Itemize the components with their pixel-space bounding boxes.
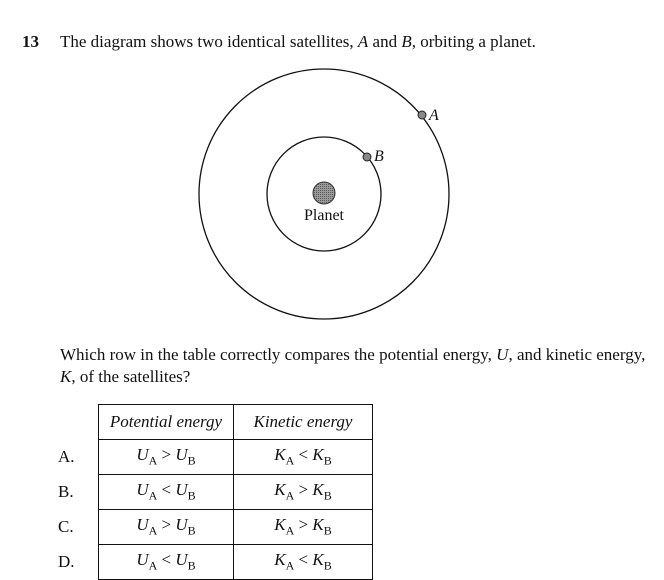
satellite-a-icon bbox=[418, 111, 426, 119]
option-letter[interactable]: B. bbox=[58, 482, 74, 501]
potential-comparison: $U_A > U_B$ bbox=[99, 510, 234, 545]
satellite-b-icon bbox=[363, 153, 371, 161]
prompt-u: U bbox=[496, 345, 509, 364]
answer-options bbox=[58, 404, 373, 580]
potential-comparison: $U_A > U_B$ bbox=[99, 440, 234, 475]
table-row[interactable] bbox=[58, 440, 373, 475]
answer-table bbox=[58, 404, 373, 580]
kinetic-comparison: $K_A > K_B$ bbox=[234, 510, 373, 545]
potential-comparison: $U_A < U_B$ bbox=[99, 545, 234, 580]
table-row[interactable] bbox=[58, 510, 373, 545]
kinetic-comparison: $K_A > K_B$ bbox=[234, 475, 373, 510]
stem-satellite-b: B bbox=[401, 32, 412, 51]
kinetic-comparison: $K_A < K_B$ bbox=[234, 545, 373, 580]
option-letter[interactable]: D. bbox=[58, 552, 75, 571]
planet-icon bbox=[313, 182, 335, 204]
prompt-k: K bbox=[60, 367, 72, 386]
option-letter[interactable]: C. bbox=[58, 517, 74, 536]
question-number: 13 bbox=[22, 32, 39, 51]
header-kinetic-energy: Kinetic energy bbox=[234, 405, 373, 440]
kinetic-comparison: $K_A < K_B$ bbox=[234, 440, 373, 475]
satellite-a-label: A bbox=[429, 107, 439, 124]
question-prompt bbox=[60, 344, 660, 388]
stem-text-3: , orbiting a planet. bbox=[411, 32, 536, 51]
prompt-text-2: , and kinetic energy, bbox=[508, 345, 646, 364]
table-header-row bbox=[58, 405, 373, 440]
stem-text-2: and bbox=[368, 32, 402, 51]
header-potential-energy: Potential energy bbox=[99, 405, 234, 440]
table-row[interactable] bbox=[58, 475, 373, 510]
option-letter[interactable]: A. bbox=[58, 447, 75, 466]
potential-comparison: $U_A < U_B$ bbox=[99, 475, 234, 510]
prompt-text-3: , of the satellites? bbox=[71, 367, 191, 386]
stem-satellite-a: A bbox=[357, 32, 369, 51]
planet-label: Planet bbox=[304, 207, 344, 224]
satellite-b-label: B bbox=[374, 148, 384, 165]
stem-text-1: The diagram shows two identical satellites, bbox=[60, 32, 358, 51]
table-row[interactable] bbox=[58, 545, 373, 580]
prompt-text-1: Which row in the table correctly compares the potential energy, bbox=[60, 345, 497, 364]
